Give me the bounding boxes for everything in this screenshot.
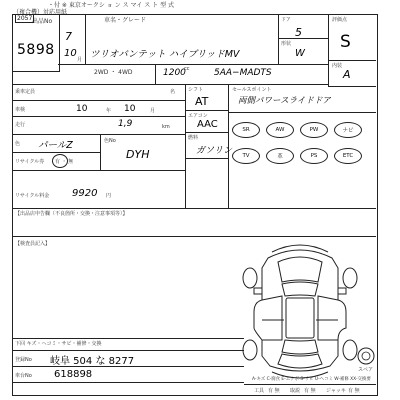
- footer-row-1: [12, 350, 244, 351]
- aircon-label: エアコン: [188, 113, 208, 119]
- mirror-right: [338, 288, 346, 294]
- equipment-item: ETC: [334, 148, 362, 164]
- inspection-year: 10: [76, 104, 88, 114]
- model-month-unit: 月: [77, 57, 83, 63]
- interior-score: A: [343, 68, 351, 81]
- equipment-item: PS: [300, 148, 328, 164]
- car-body-outline: [254, 250, 346, 371]
- inspection-label: 車検: [15, 107, 26, 113]
- mileage-label: 走行: [15, 122, 26, 128]
- manual-options: 有 無: [304, 388, 316, 394]
- color-value: パールZ: [38, 140, 73, 151]
- equipment-item: PW: [300, 122, 328, 138]
- recycle-label: リサイクル券: [15, 159, 45, 165]
- seller-notes-label: 【出品店申告欄（不良箇所・交換・注意事項等）】: [15, 211, 128, 217]
- inspection-month: 10: [124, 104, 136, 114]
- recycle-fee-unit: 円: [106, 193, 112, 199]
- fuel-label: 燃料: [188, 135, 199, 141]
- inspection-year-unit: 年: [106, 108, 112, 114]
- fuel-value: ガソリン: [196, 146, 233, 156]
- score-label: 評価点: [332, 17, 348, 23]
- mileage-unit: km: [162, 124, 170, 130]
- equipment-item: TV: [232, 148, 260, 164]
- chassis-label: 車台No: [15, 373, 32, 379]
- lot-number: 5898: [17, 42, 55, 58]
- spare-tire-icon: [358, 348, 374, 364]
- jack-options: 有 無: [348, 388, 360, 394]
- car-rear-window: [282, 340, 318, 354]
- model-year: 7: [65, 30, 72, 43]
- shift-label: シフト: [188, 87, 204, 93]
- chassis-value: 618898: [54, 369, 93, 380]
- car-left-side: [262, 296, 282, 340]
- inspector-notes-label: 【検査員記入】: [15, 241, 51, 247]
- footer-top: [12, 338, 244, 339]
- cc-label: cc: [184, 66, 190, 72]
- wheel-front-right: [343, 268, 357, 288]
- shape-value: W: [295, 48, 305, 59]
- displacement: 1200: [163, 68, 186, 78]
- tools-label: 工具: [254, 388, 265, 394]
- color-no-label: 色No: [104, 138, 116, 144]
- car-trunk: [278, 354, 322, 368]
- spare-label: スペア: [358, 367, 374, 373]
- lot-number-label: 出品No: [32, 18, 53, 25]
- wheel-rear-left: [243, 340, 257, 360]
- grade-score: S: [340, 32, 351, 52]
- selling-point-label: セールスポイント: [232, 87, 272, 93]
- inspection-month-unit: 月: [150, 108, 156, 114]
- model-month: 10: [64, 48, 77, 59]
- shift-value: AT: [195, 95, 209, 108]
- wheel-front-left: [243, 268, 257, 288]
- color-code: DYH: [126, 148, 150, 161]
- type-code: 5AA−MADTS: [214, 68, 272, 78]
- model-name: ツリオバンテット ハイブリッドMV: [90, 49, 240, 60]
- footer-row-3: [12, 382, 244, 383]
- recycle-fee-label: リサイクル料金: [15, 193, 50, 199]
- car-windshield: [282, 282, 318, 296]
- grade-label: 車名・グレード: [104, 17, 147, 24]
- equipment-item: ナビ: [334, 122, 362, 138]
- doors-label: ドア: [281, 17, 291, 23]
- aircon-value: AAC: [197, 119, 218, 130]
- footer-row-2: [12, 366, 244, 367]
- car-right-side: [318, 296, 338, 340]
- header-top-line: ・付 ※ 東京オークシ ョ ン ス マイ ス ト 型 式: [48, 2, 174, 9]
- selling-point-value: 両側パワースライドドア: [238, 96, 331, 106]
- recycle-options: 有 ・ 無: [55, 159, 74, 165]
- mileage-value: 1,9: [118, 119, 133, 129]
- mirror-left: [254, 288, 262, 294]
- color-label: 色: [15, 141, 21, 147]
- equipment-item: SR: [232, 122, 260, 138]
- codes-legend: A-キズ C-腐食 E-エクボ S-サビ U-ヘコミ W-補修 XX-交換要: [252, 377, 371, 382]
- capacity-note: 名: [170, 89, 176, 95]
- lot-stamp: 2057: [17, 15, 33, 22]
- footer-right-line: [244, 384, 376, 385]
- front-bumper: [272, 245, 328, 252]
- registration-label: 登録No: [15, 357, 32, 363]
- doors-value: 5: [295, 26, 302, 39]
- jack-label: ジャッキ: [326, 388, 346, 394]
- registration-value: 岐阜 504 な 8277: [50, 356, 135, 367]
- manual-label: 取説: [290, 388, 301, 394]
- tools-options: 有 無: [268, 388, 280, 394]
- shape-label: 形状: [281, 41, 292, 47]
- wheel-rear-right: [343, 340, 357, 360]
- equipment-item: AW: [266, 122, 294, 138]
- header-sub-line: （複合機）対応用紙: [13, 9, 68, 16]
- car-hood: [278, 257, 322, 282]
- interior-label: 内装: [332, 63, 343, 69]
- capacity-label: 乗車定員: [15, 89, 36, 95]
- equipment-item: 革: [266, 148, 294, 164]
- damage-legend: 下回 キズ・ヘコミ・サビ・補修・交換: [15, 341, 102, 347]
- recycle-fee: 9920: [72, 188, 98, 199]
- car-roof: [286, 298, 314, 338]
- drive-options: 2WD ・ 4WD: [94, 69, 133, 76]
